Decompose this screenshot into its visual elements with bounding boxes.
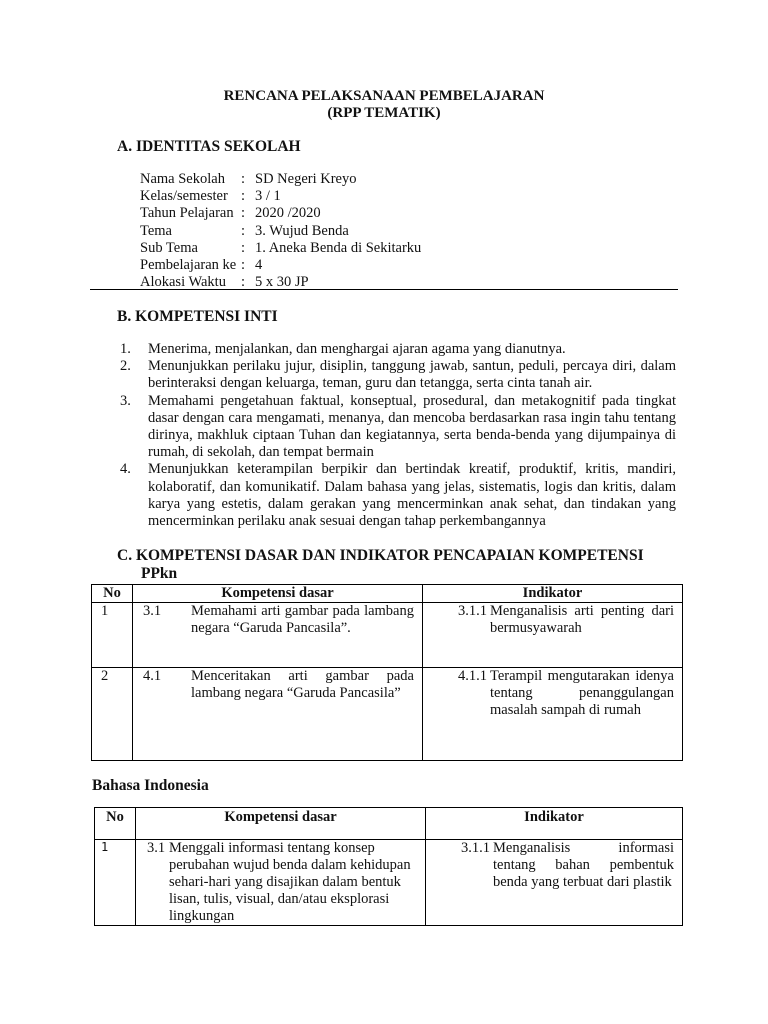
kd-text: Menceritakan arti gambar pada lambang negara “Garuda Pancasila”: [191, 668, 414, 701]
indikator-text: Menganalisis informasi tentang bahan pembentuk benda yang terbuat dari plastik: [493, 840, 674, 890]
list-item-text: Menunjukkan keterampilan berpikir dan bertindak kreatif, produktif, kritis, mandiri, kolaboratif, dan komunikatif. Dalam bahasa yang jelas, sistematis, logis dan kritis, dalam karya yang estetis, dalam gerakan yang mencerminkan anak sehat, dan tindakan yang mencerminkan perilaku anak sesuai dengan tahap perkembangannya: [148, 461, 676, 530]
column-header-kd: Kompetensi dasar: [133, 585, 423, 603]
identity-label: Kelas/semester: [140, 188, 228, 205]
list-item-number: 2.: [120, 358, 131, 375]
identity-value: SD Negeri Kreyo: [255, 171, 357, 187]
table-header-row: [95, 808, 683, 840]
table-row: [92, 603, 683, 668]
subject-ppkn: PPkn: [141, 565, 178, 582]
identity-separator: :: [241, 171, 246, 187]
list-item-text: Menerima, menjalankan, dan menghargai ajaran agama yang dianutnya.: [148, 341, 566, 357]
divider: [90, 289, 678, 290]
cell-no: 1: [95, 840, 136, 926]
cell-no: 1: [92, 603, 133, 668]
list-item-number: 4.: [120, 461, 131, 478]
identity-label: Tahun Pelajaran: [140, 205, 234, 222]
list-item-text: Memahami pengetahuan faktual, konseptual, prosedural, dan metakognitif pada tingkat dasar dengan cara mengamati, menanya, dan mencoba berdasarkan rasa ingin tahu tentang dirinya, makhluk ciptaan Tuhan dan kegiatannya, serta benda-benda yang dijumpainya di rumah, di sekolah, dan tempat bermain: [148, 392, 676, 461]
column-header-indikator: Indikator: [423, 585, 683, 603]
identity-value: 2020 /2020: [255, 205, 321, 222]
identity-separator: :: [241, 188, 246, 205]
kd-code: 3.1: [143, 603, 162, 619]
identity-value: 5 x 30 JP: [255, 274, 309, 291]
indikator-code: 3.1.1: [461, 840, 490, 856]
list-item-number: 3.: [120, 392, 131, 409]
section-a-heading: A. IDENTITAS SEKOLAH: [117, 138, 301, 155]
table-row: [92, 668, 683, 761]
kompetensi-inti-list: [120, 341, 676, 530]
list-item: [120, 461, 676, 530]
ppkn-table: [91, 584, 683, 761]
subject-bahasa-indonesia: Bahasa Indonesia: [92, 777, 209, 794]
identity-value: 1. Aneka Benda di Sekitarku: [255, 239, 422, 256]
identity-value: 3. Wujud Benda: [255, 222, 349, 239]
cell-indikator: [426, 840, 683, 926]
kd-text: Menggali informasi tentang konsep perubahan wujud benda dalam kehidupan sehari-hari yang disajikan dalam bentuk lisan, tulis, visual, dan/atau eksplorasi lingkungan: [169, 840, 411, 924]
cell-kd: [133, 668, 423, 761]
identity-label: Tema: [140, 222, 172, 239]
cell-kd: [136, 840, 426, 926]
kd-text: Memahami arti gambar pada lambang negara “Garuda Pancasila”.: [191, 603, 414, 636]
column-header-kd: Kompetensi dasar: [136, 808, 426, 840]
identity-row: [140, 171, 356, 188]
identity-label: Pembelajaran ke: [140, 257, 237, 273]
kd-code: 4.1: [143, 668, 162, 684]
list-item-text: Menunjukkan perilaku jujur, disiplin, tanggung jawab, santun, peduli, percaya diri, dalam berinteraksi dengan keluarga, teman, guru dan tetangga, serta cinta tanah air.: [148, 358, 676, 392]
cell-no: 2: [92, 668, 133, 761]
identity-separator: :: [241, 205, 246, 222]
identity-row: [140, 257, 262, 274]
identity-value: 3 / 1: [255, 188, 281, 205]
list-item: [120, 358, 676, 392]
identity-label: Sub Tema: [140, 239, 198, 256]
column-header-no: No: [95, 808, 136, 840]
section-b-heading: B. KOMPETENSI INTI: [117, 308, 278, 325]
identity-row: [140, 240, 421, 257]
indikator-code: 4.1.1: [458, 668, 487, 684]
section-c-heading: C. KOMPETENSI DASAR DAN INDIKATOR PENCAPAIAN KOMPETENSI: [117, 547, 644, 564]
document-title: RENCANA PELAKSANAAN PEMBELAJARAN: [223, 88, 545, 104]
indikator-text: Terampil mengutarakan idenya tentang penanggulangan masalah sampah di rumah: [490, 668, 674, 718]
identity-label: Alokasi Waktu: [140, 274, 226, 291]
identity-row: [140, 205, 321, 222]
identity-separator: :: [241, 257, 246, 273]
identity-separator: :: [241, 239, 246, 256]
bahasa-indonesia-table: [94, 807, 683, 926]
column-header-indikator: Indikator: [426, 808, 683, 840]
identity-separator: :: [241, 274, 246, 291]
table-header-row: [92, 585, 683, 603]
table-row: [95, 840, 683, 926]
kd-code: 3.1: [147, 840, 166, 856]
list-item-number: 1.: [120, 341, 131, 357]
identity-value: 4: [255, 257, 263, 273]
list-item: [120, 341, 676, 358]
column-header-no: No: [92, 585, 133, 603]
identity-row: [140, 223, 349, 240]
list-item: [120, 393, 676, 462]
indikator-code: 3.1.1: [458, 603, 487, 619]
indikator-text: Menganalisis arti penting dari bermusyawarah: [490, 603, 674, 636]
identity-row: [140, 188, 281, 205]
document-subtitle: (RPP TEMATIK): [327, 105, 441, 121]
cell-kd: [133, 603, 423, 668]
cell-indikator: [423, 668, 683, 761]
cell-indikator: [423, 603, 683, 668]
identity-separator: :: [241, 222, 246, 239]
identity-label: Nama Sekolah: [140, 171, 225, 187]
